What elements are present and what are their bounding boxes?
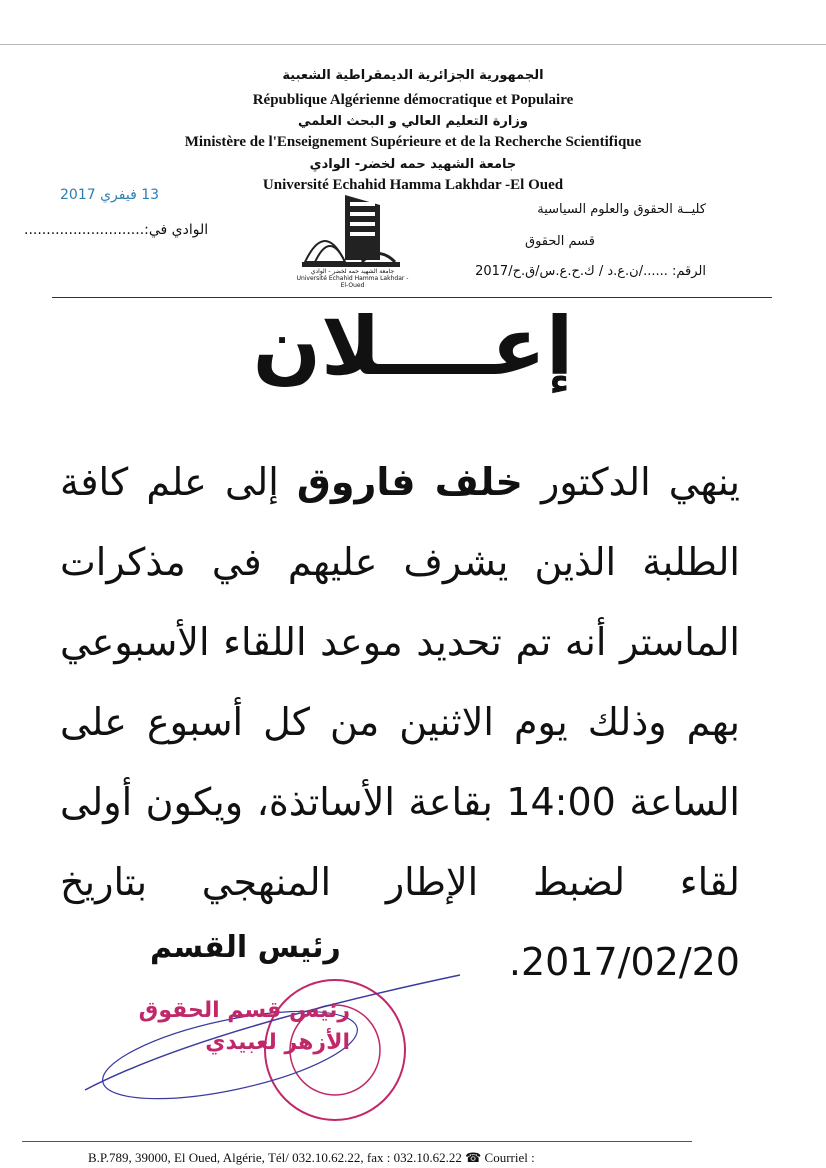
university-logo [300,190,405,280]
header-ar-republic: الجمهورية الجزائرية الديمقراطية الشعبية [282,68,544,83]
reference-number: الرقم: ....../ن.ع.د / ك.ح.ع.س/ق.ح/2017 [475,264,706,279]
header-ar-university: جامعة الشهيد حمه لخضر- الوادي [309,157,517,172]
announcement-body: ينهي الدكتور خلف فاروق إلى علم كافة الطلبة الذين يشرف عليهم في مذكرات الماستر أنه تم تحديد موعد اللقاء الأسبوعي بهم وذلك يوم الاثنين من كل أسبوع على الساعة 14:00 بقاعة الأساتذة، ويكون أولى لقاء لضبط الإطار المنهجي بتاريخ 2017/02/20. [60,460,741,984]
header-fr-university: Université Echahid Hamma Lakhdar -El Oued [262,177,564,193]
logo-caption: جامعة الشهيد حمه لخضر - الوادي Université Echahid Hamma Lakhdar - El-Oued [296,268,409,289]
top-border [0,44,826,45]
doctor-name: خلف فاروق [296,460,523,504]
city-date-line: الوادي في:........................... [24,222,209,238]
stamp-text: رئيس قسم الحقوق الأزهر لعبيدي [138,998,350,1055]
header-fr-republic: République Algérienne démocratique et Populaire [252,92,574,108]
date-stamp: 13 فيفري 2017 [60,187,160,203]
header-divider [52,297,772,298]
footer-divider [22,1141,692,1142]
footer-address: B.P.789, 39000, El Oued, Algérie, Tél/ 032.10.62.22, fax : 032.10.62.22 ☎ Courriel : [88,1150,535,1165]
announcement-title: إعــــلان [252,300,574,393]
header-fr-ministry: Ministère de l'Enseignement Supérieure et de la Recherche Scientifique [184,134,642,150]
faculty-name: كليــة الحقوق والعلوم السياسية [537,202,706,217]
signature-title: رئيس القسم [150,930,341,965]
department-name: قسم الحقوق [525,234,595,249]
header-ar-ministry: وزارة التعليم العالي و البحث العلمي [298,114,528,129]
